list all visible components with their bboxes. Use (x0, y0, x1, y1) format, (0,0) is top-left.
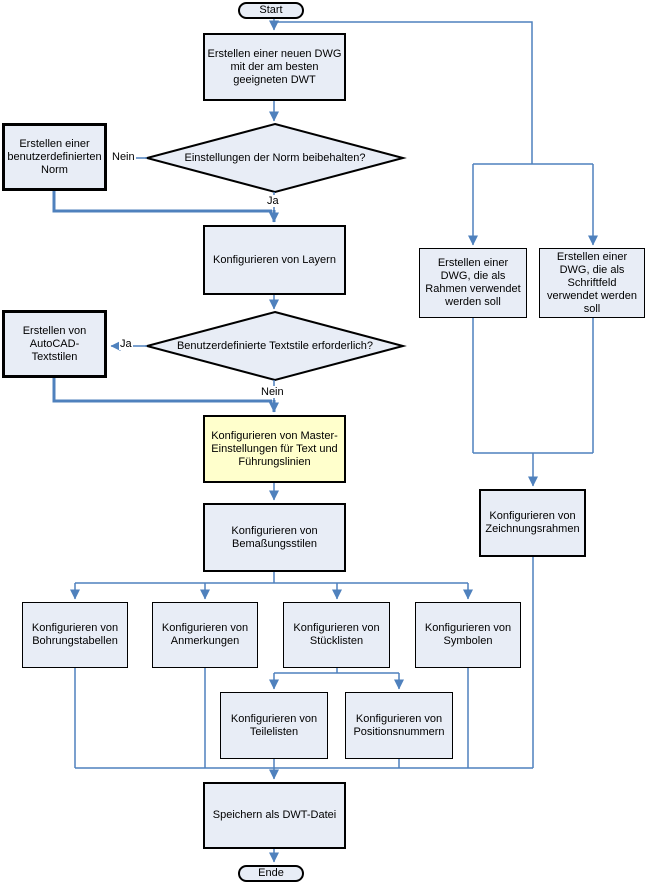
process-create-dwg: Erstellen einer neuen DWG mit der am besten geeigneten DWT (203, 33, 346, 101)
edge-label-textstyles-yes: Ja (120, 338, 132, 350)
start-terminator: Start (238, 2, 304, 19)
edge-label-norm-no: Nein (112, 151, 135, 163)
process-dwg-titleblock: Erstellen einer DWG, die als Schriftfeld verwendet werden soll (539, 248, 645, 318)
process-configure-layers: Konfigurieren von Layern (203, 225, 346, 295)
decision-textstyles-label: Benutzerdefinierte Textstile erforderlich? (176, 339, 374, 352)
process-create-textstyles: Erstellen von AutoCAD-Textstilen (2, 310, 107, 378)
end-terminator: Ende (238, 865, 304, 882)
process-dimension-styles: Konfigurieren von Bemaßungsstilen (203, 503, 346, 572)
process-drawing-borders: Konfigurieren von Zeichnungsrahmen (479, 489, 586, 557)
edge-label-textstyles-no: Nein (261, 386, 284, 398)
edge-label-norm-yes: Ja (267, 195, 279, 207)
process-parts-lists: Konfigurieren von Stücklisten (283, 602, 390, 668)
decision-keep-norm-label: Einstellungen der Norm beibehalten? (184, 151, 366, 164)
process-master-text-settings: Konfigurieren von Master-Einstellungen für Text und Führungslinien (203, 415, 346, 483)
process-dwg-frame: Erstellen einer DWG, die als Rahmen verwendet werden soll (419, 248, 527, 318)
process-hole-tables: Konfigurieren von Bohrungstabellen (22, 602, 128, 668)
process-save-dwt: Speichern als DWT-Datei (203, 782, 346, 849)
process-balloons: Konfigurieren von Positionsnummern (345, 692, 453, 759)
process-symbols: Konfigurieren von Symbolen (415, 602, 521, 668)
process-custom-norm: Erstellen einer benutzerdefinierten Norm (2, 123, 107, 191)
process-part-lists-detail: Konfigurieren von Teilelisten (220, 692, 328, 759)
process-annotations: Konfigurieren von Anmerkungen (152, 602, 258, 668)
